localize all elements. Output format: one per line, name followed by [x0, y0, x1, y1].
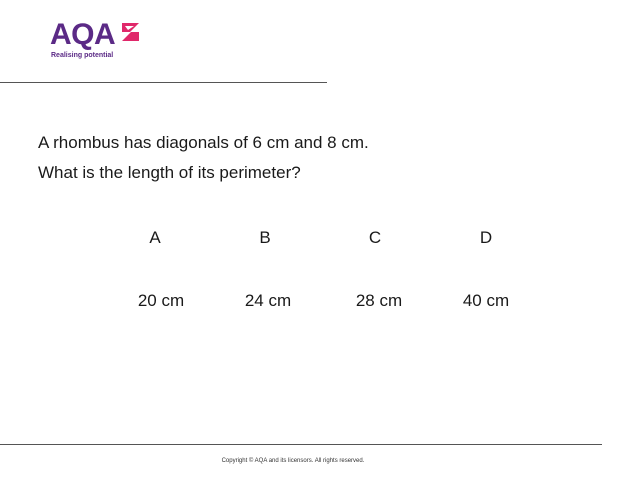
bottom-divider	[0, 444, 602, 445]
option-b-letter: B	[259, 228, 271, 247]
option-c-value: 28 cm	[355, 291, 403, 310]
logo-tagline: Realising potential	[51, 52, 114, 59]
option-a-letter: A	[149, 228, 161, 247]
copyright-notice: Copyright © AQA and its licensors. All rights reserved.	[221, 458, 365, 464]
logo-wordmark: AQA	[50, 18, 116, 51]
option-a-value: 20 cm	[137, 291, 185, 310]
top-divider	[0, 82, 327, 83]
option-c-letter: C	[368, 228, 382, 247]
question-line-1: A rhombus has diagonals of 6 cm and 8 cm.	[38, 133, 369, 152]
aqa-logo	[50, 18, 150, 62]
question-line-2: What is the length of its perimeter?	[38, 163, 301, 182]
option-d-letter: D	[479, 228, 493, 247]
option-b-value: 24 cm	[244, 291, 292, 310]
aqa-flag-icon	[119, 21, 141, 43]
question-text	[38, 128, 369, 188]
option-d-value: 40 cm	[462, 291, 510, 310]
